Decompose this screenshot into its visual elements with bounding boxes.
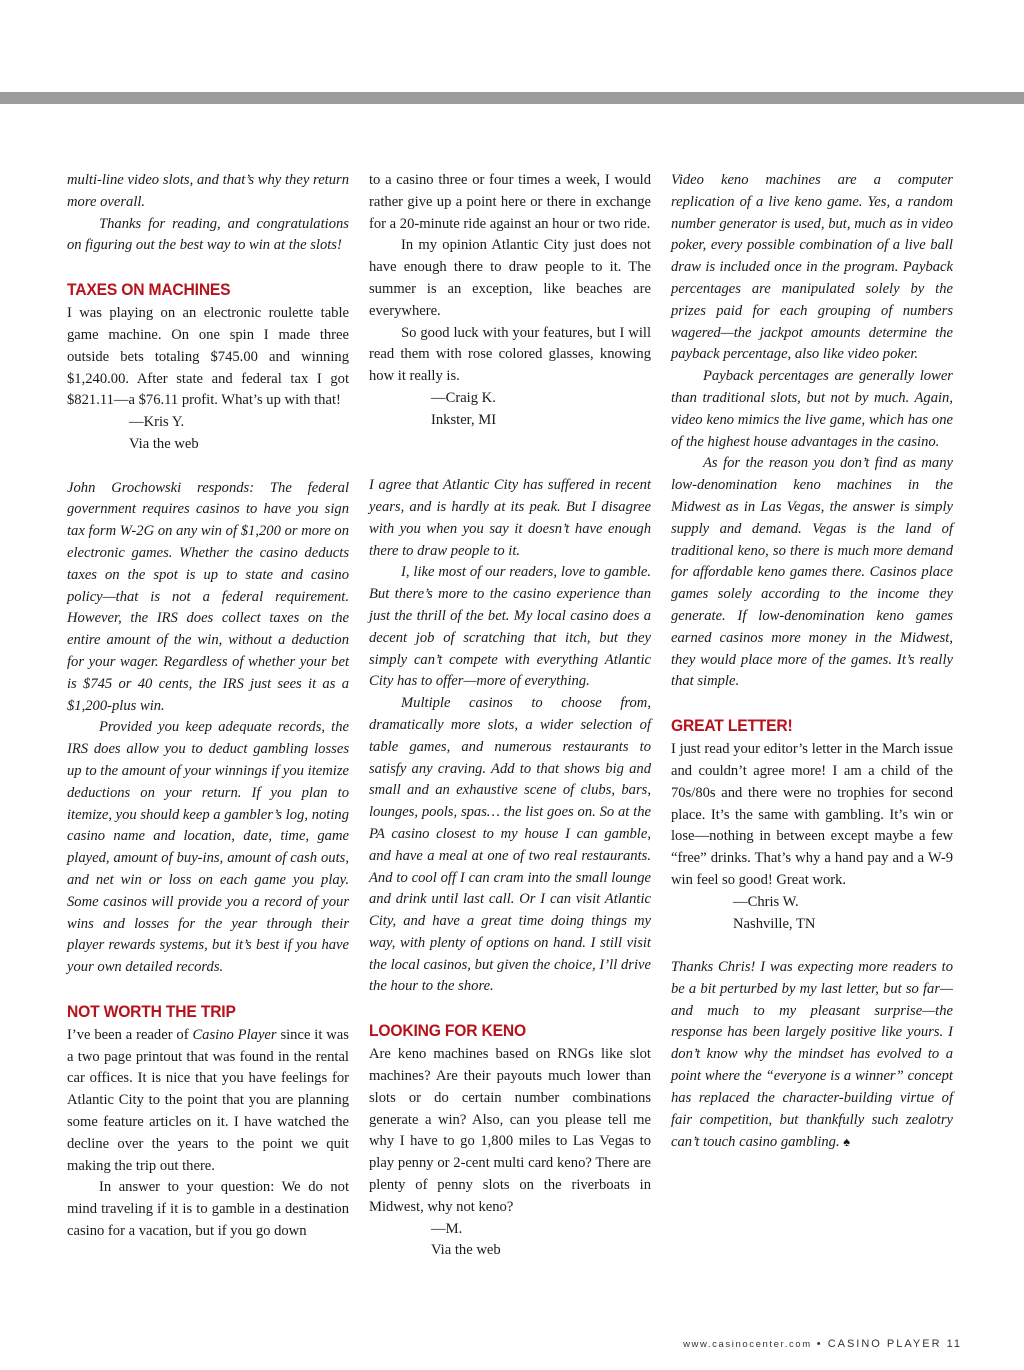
- keno-reply-paragraph-2: Payback percentages are generally lower than traditional slots, but not by much. Again, video keno mimics the live game, which has one of the highest house advantages in the casino.: [671, 368, 953, 450]
- keno-reply-paragraph-1: Video keno machines are a computer replication of a live keno game. Yes, a random number generator is used, but, much as in video poker, every possible combination of a live ball draw is included once in the program. Payback percentages are manipulated solely by the prizes paid for each grouping of numbers wagered—the jackpot amounts determine the payback percentage, also like video poker.: [671, 172, 953, 363]
- trip-signature-name: —Craig K.: [431, 389, 496, 406]
- keno-signature-place: Via the web: [431, 1242, 501, 1259]
- trip-reply-paragraph-3: Multiple casinos to choose from, dramatically more slots, a wider selection of table games, and numerous restaurants to satisfy any craving. Add to that shows big and small and an exhaustive scene of clubs, bars, lounges, pools, spas… the list goes on. So at the PA casino closest to my house I can gamble, and have a meal at one of two real restaurants. And to cool off I can cram into the small lounge and drink until last call. Or I can visit Atlantic City, and have a great time doing things my way, with plenty of options on hand. I still visit the local casinos, but given the choice, I’ll drive the hour to the shore.: [369, 695, 651, 995]
- section-heading-great-letter: GREAT LETTER!: [671, 716, 793, 736]
- trip-signature-place: Inkster, MI: [431, 411, 497, 428]
- footer-page-number: 11: [946, 1338, 962, 1350]
- column-3: [671, 170, 953, 1154]
- great-reply: [671, 957, 953, 1154]
- section-heading-trip: NOT WORTH THE TRIP: [67, 1001, 236, 1021]
- section-heading-keno: LOOKING FOR KENO: [369, 1021, 526, 1041]
- great-signature-name: —Chris W.: [733, 893, 799, 910]
- taxes-signature-place: Via the web: [129, 435, 199, 452]
- page-footer: [683, 1338, 962, 1350]
- footer-url: www.casinocenter.com: [683, 1339, 812, 1350]
- trip-p1-pre: I’ve been a reader of: [67, 1026, 193, 1043]
- intro-paragraph-1: multi-line video slots, and that’s why they return more overall.: [67, 172, 349, 210]
- trip-letter-paragraph-2-continued: to a casino three or four times a week, I would rather give up a point here or there in exchange for a 20-minute ride against an hour or two ride.: [369, 172, 651, 232]
- section-heading-taxes: TAXES ON MACHINES: [67, 280, 231, 300]
- keno-reply-paragraph-3: As for the reason you don’t find as many low-denomination keno machines in the Midwest as in Las Vegas, the answer is simply supply and demand. Vegas is the land of traditional keno, so there is much more demand for affordable keno games there. Casinos place games solely according to the income they generate. If low-denomination keno games earned casinos more money in the Midwest, they would place more of the games. It’s really that simple.: [671, 455, 953, 690]
- magazine-name: Casino Player: [192, 1026, 277, 1043]
- taxes-letter: I was playing on an electronic roulette table game machine. On one spin I made three outside bets totaling $745.00 and winning $1,240.00. After state and federal tax I got $821.11—a $76.11 profit. What’s up with that!: [67, 305, 349, 409]
- trip-reply-paragraph-2: I, like most of our readers, love to gamble. But there’s more to the casino experience than just the thrill of the bet. My local casino does a decent job of scratching that itch, but they simply can’t compete with everything Atlantic City has to offer—more of everything.: [369, 564, 651, 690]
- taxes-reply-paragraph-1: John Grochowski responds: The federal government requires casinos to have you sign tax form W-2G on any win of $1,200 or more on electronic games. Whether the casino deducts taxes on the spot is up to state and casino policy—that is not a federal requirement. However, the IRS does collect taxes on the entire amount of the win, without a deduction for your wager. Regardless of whether your bet is $745 or 40 cents, the IRS just sees it as a $1,200-plus win.: [67, 479, 349, 714]
- trip-letter-paragraph-2: In answer to your question: We do not mind traveling if it is to gamble in a destination casino for a vacation, but if you go down: [67, 1179, 349, 1240]
- great-letter: I just read your editor’s letter in the March issue and couldn’t agree more! I am a child of the 70s/80s and there were no trophies for second place. It’s the same with gambling. It’s win or lose—nothing in between except maybe a few “free” drinks. That’s why a hand pay and a W-9 win feel so good! Great work.: [671, 741, 953, 888]
- great-signature-place: Nashville, TN: [733, 915, 816, 932]
- trip-reply-paragraph-1: I agree that Atlantic City has suffered in recent years, and is hardly at its peak. But I disagree with you when you say it doesn’t have enough there to draw people to it.: [369, 477, 651, 559]
- trip-letter-paragraph-1: [67, 1025, 349, 1178]
- column-1: [67, 170, 349, 1243]
- trip-letter-paragraph-4: So good luck with your features, but I will read them with rose colored glasses, knowing how it really is.: [369, 324, 651, 385]
- keno-letter: Are keno machines based on RNGs like slot machines? Are their payouts much lower than slots or do certain number combinations generate a win? Also, can you please tell me why I have to go 1,800 miles to Las Vegas to play penny or 2-cent multi card keno? There are plenty of penny slots on the riverboats in Midwest, why not keno?: [369, 1046, 651, 1215]
- trip-p1-post: since it was a two page printout that was found in the rental car offices. It is nice that you have feelings for Atlantic City to the point that you are planning some feature articles on it. I have watched the decline over the years to the point we quit making the trip out there.: [67, 1026, 349, 1174]
- top-rule-bar: [0, 92, 1024, 104]
- trip-letter-paragraph-3: In my opinion Atlantic City just does not have enough there to draw people to it. The summer is an exception, like beaches are everywhere.: [369, 237, 651, 319]
- great-reply-text: Thanks Chris! I was expecting more readers to be a bit perturbed by my last letter, but so far—and much to my pleasant surprise—the response has been largely positive like yours. I don’t know why the mindset has evolved to a point where the “everyone is a winner” concept has replaced the character-building virtue of fair competition, but thankfully such zealotry can’t touch casino gambling.: [671, 959, 953, 1151]
- intro-paragraph-2: Thanks for reading, and congratulations on figuring out the best way to win at the slots!: [67, 215, 349, 254]
- footer-magazine-name: CASINO PLAYER: [827, 1338, 942, 1350]
- taxes-reply-paragraph-2: Provided you keep adequate records, the IRS does allow you to deduct gambling losses up to the amount of your winnings if you itemize deductions on your return. If you plan to itemize, you should keep a gambler’s log, noting casino name and location, date, time, game played, amount of buy-ins, amount of cash outs, and net win or loss on each game you play. Some casinos will provide you a record of your wins and losses for the year through their player rewards systems, but it’s best if you have your own detailed records.: [67, 719, 349, 976]
- spade-end-mark-icon: ♠: [843, 1134, 851, 1150]
- keno-signature-name: —M.: [431, 1220, 463, 1237]
- taxes-signature-name: —Kris Y.: [129, 414, 185, 431]
- footer-separator: •: [816, 1338, 823, 1350]
- column-2: [369, 170, 651, 1262]
